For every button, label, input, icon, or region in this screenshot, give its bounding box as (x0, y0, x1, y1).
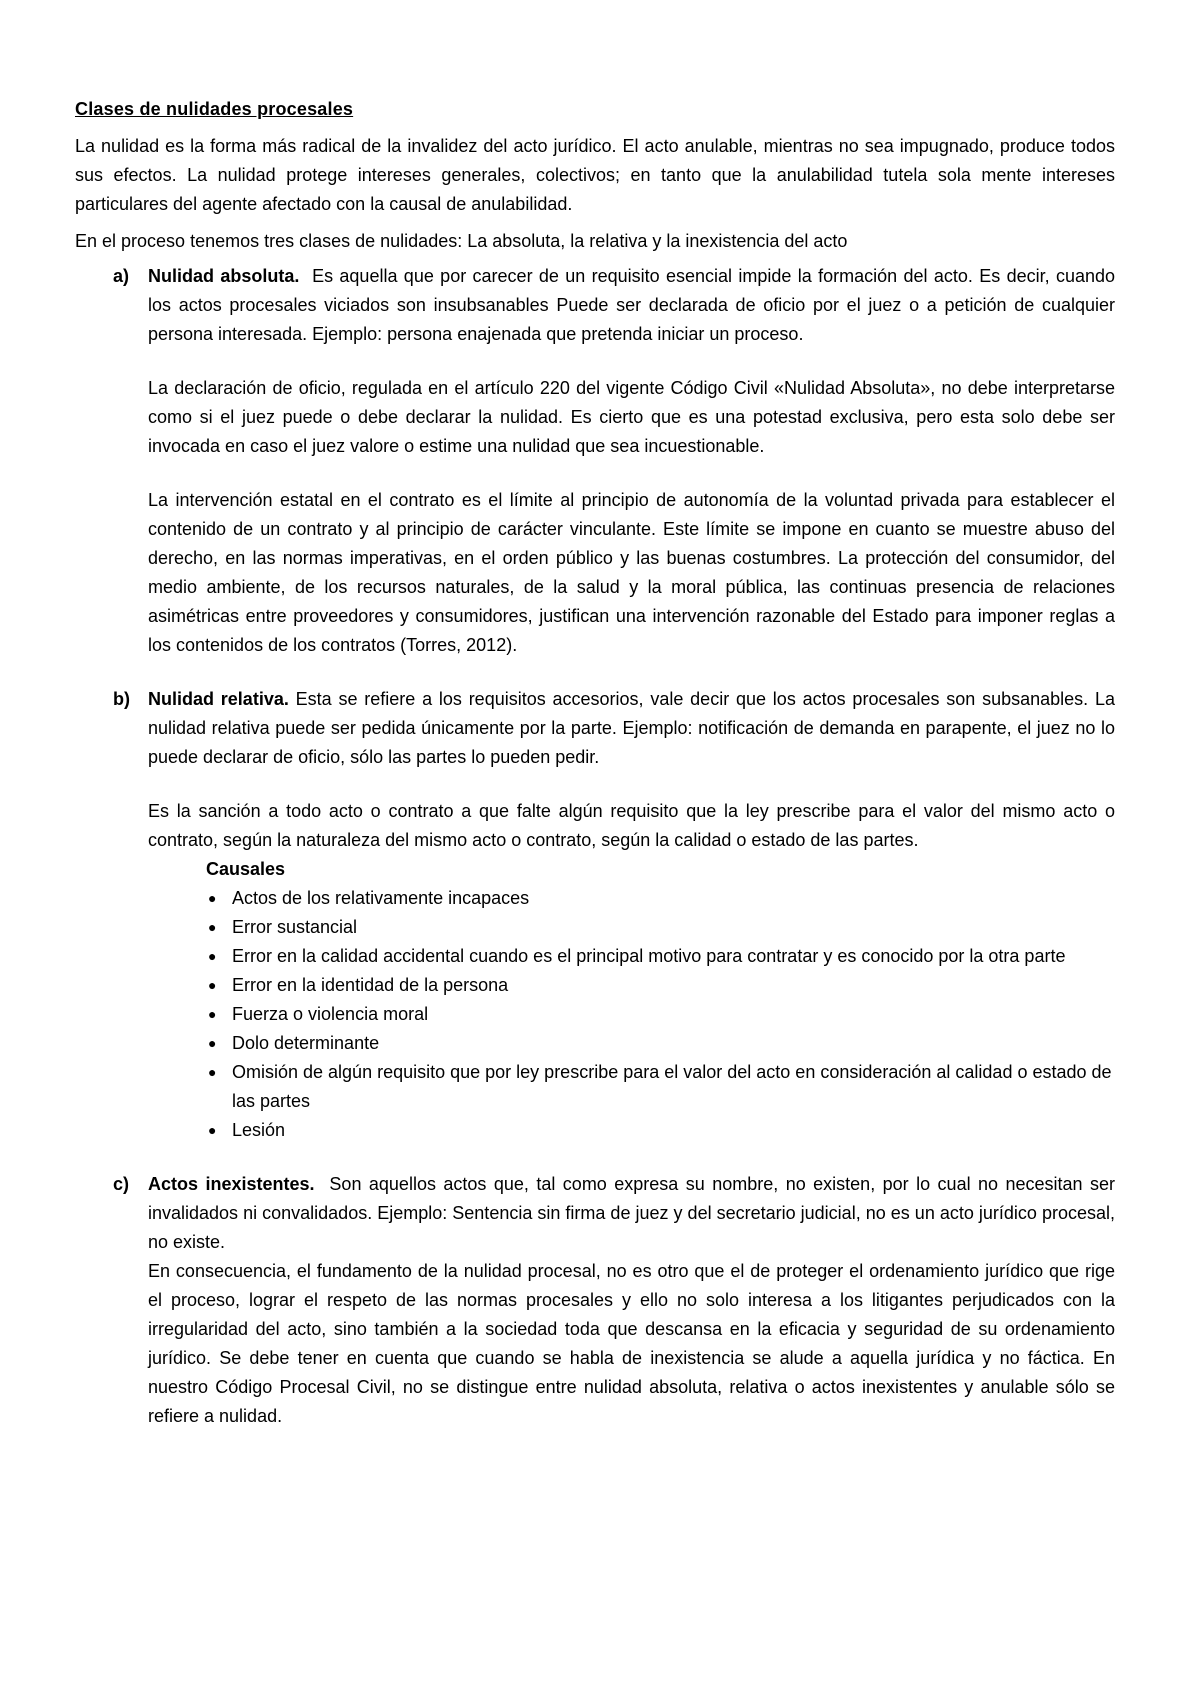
list-item: ● Omisión de algún requisito que por ley prescribe para el valor del acto en consideración al calidad o estado de las partes (232, 1058, 1115, 1116)
list-item: ● Fuerza o violencia moral (232, 1000, 1115, 1029)
list-item: ● Error en la calidad accidental cuando es el principal motivo para contratar y es conocido por la otra parte (232, 942, 1115, 971)
section-a (75, 262, 1115, 660)
bullet-icon: ● (208, 1122, 217, 1138)
causales-title: Causales (206, 859, 286, 879)
section-a-paragraph (148, 262, 1115, 349)
section-a-paragraph-3: La intervención estatal en el contrato es el límite al principio de autonomía de la voluntad privada para establecer el contenido de un contrato y al principio de carácter vinculante. Este límite se impone en cuanto se muestre abuso del derecho, en las normas imperativas, en el orden público y las buenas costumbres. La protección del consumidor, del medio ambiente, de los recursos naturales, de la salud y la moral pública, las continuas presencia de relaciones asimétricas entre proveedores y consumidores, justifican una intervención razonable del Estado para imponer reglas a los contenidos de los contratos (Torres, 2012). (148, 490, 1115, 655)
section-b (75, 685, 1115, 855)
section-b-paragraph (148, 685, 1115, 772)
bullet-icon: ● (208, 948, 217, 964)
list-item: ● Dolo determinante (232, 1029, 1115, 1058)
list-item: ● Error en la identidad de la persona (232, 971, 1115, 1000)
section-c-paragraph-2: En consecuencia, el fundamento de la nulidad procesal, no es otro que el de proteger el ordenamiento jurídico que rige el proceso, lograr el respeto de las normas procesales y ello no solo interesa a los litigantes perjudicados con la irregularidad del acto, sino también a la sociedad toda que descansa en la eficacia y seguridad de su ordenamiento jurídico. Se debe tener en cuenta que cuando se habla de inexistencia se alude a aquella jurídica y no fáctica. En nuestro Código Procesal Civil, no se distingue entre nulidad absoluta, relativa o actos inexistentes y anulable sólo se refiere a nulidad. (148, 1261, 1115, 1426)
document-page (75, 95, 1115, 1431)
section-c (75, 1170, 1115, 1431)
bullet-icon: ● (208, 919, 217, 935)
section-b-paragraph-2: Es la sanción a todo acto o contrato a que falte algún requisito que la ley prescribe para el valor del mismo acto o contrato, según la naturaleza del mismo acto o contrato, según la calidad o estado de las partes. (148, 801, 1115, 850)
list-item: ● Actos de los relativamente incapaces (232, 884, 1115, 913)
section-b-marker: b) (113, 689, 130, 709)
list-item: ● Lesión (232, 1116, 1115, 1145)
section-c-lead: Actos inexistentes. (148, 1174, 315, 1194)
section-c-marker: c) (113, 1174, 130, 1194)
classes-intro-paragraph: En el proceso tenemos tres clases de nulidades: La absoluta, la relativa y la inexistencia del acto (75, 231, 848, 251)
list-item: ● Error sustancial (232, 913, 1115, 942)
section-a-lead: Nulidad absoluta. (148, 266, 300, 286)
section-a-marker: a) (113, 266, 130, 286)
page-title: Clases de nulidades procesales (75, 99, 354, 119)
section-b-lead: Nulidad relativa. (148, 689, 289, 709)
bullet-icon: ● (208, 1035, 217, 1051)
bullet-icon: ● (208, 977, 217, 993)
bullet-icon: ● (208, 890, 217, 906)
section-a-paragraph-2: La declaración de oficio, regulada en el artículo 220 del vigente Código Civil «Nulidad Absoluta», no debe interpretarse como si el juez puede o debe declarar la nulidad. Es cierto que es una potestad exclusiva, pero esta solo debe ser invocada en caso el juez valore o estime una nulidad que sea incuestionable. (148, 378, 1115, 456)
section-b-text: Esta se refiere a los requisitos accesorios, vale decir que los actos procesales son subsanables. La nulidad relativa puede ser pedida únicamente por la parte. Ejemplo: notificación de demanda en parapente, el juez no lo puede declarar de oficio, sólo las partes lo pueden pedir. (148, 689, 1115, 767)
intro-paragraph: La nulidad es la forma más radical de la invalidez del acto jurídico. El acto anulable, mientras no sea impugnado, produce todos sus efectos. La nulidad protege intereses generales, colectivos; en tanto que la anulabilidad tutela sola mente intereses particulares del agente afectado con la causal de anulabilidad. (75, 136, 1115, 214)
bullet-icon: ● (208, 1064, 217, 1080)
section-a-text: Es aquella que por carecer de un requisito esencial impide la formación del acto. Es decir, cuando los actos procesales viciados son insubsanables Puede ser declarada de oficio por el juez o a petición de cualquier persona interesada. Ejemplo: persona enajenada que pretenda iniciar un proceso. (148, 266, 1116, 344)
section-c-text: Son aquellos actos que, tal como expresa su nombre, no existen, por lo cual no necesitan ser invalidados ni convalidados. Ejemplo: Sentencia sin firma de juez y del secretario judicial, no es un acto jurídico procesal, no existe. (148, 1174, 1116, 1252)
causales-list (75, 884, 1115, 1145)
bullet-icon: ● (208, 1006, 217, 1022)
section-c-paragraph (148, 1170, 1115, 1257)
